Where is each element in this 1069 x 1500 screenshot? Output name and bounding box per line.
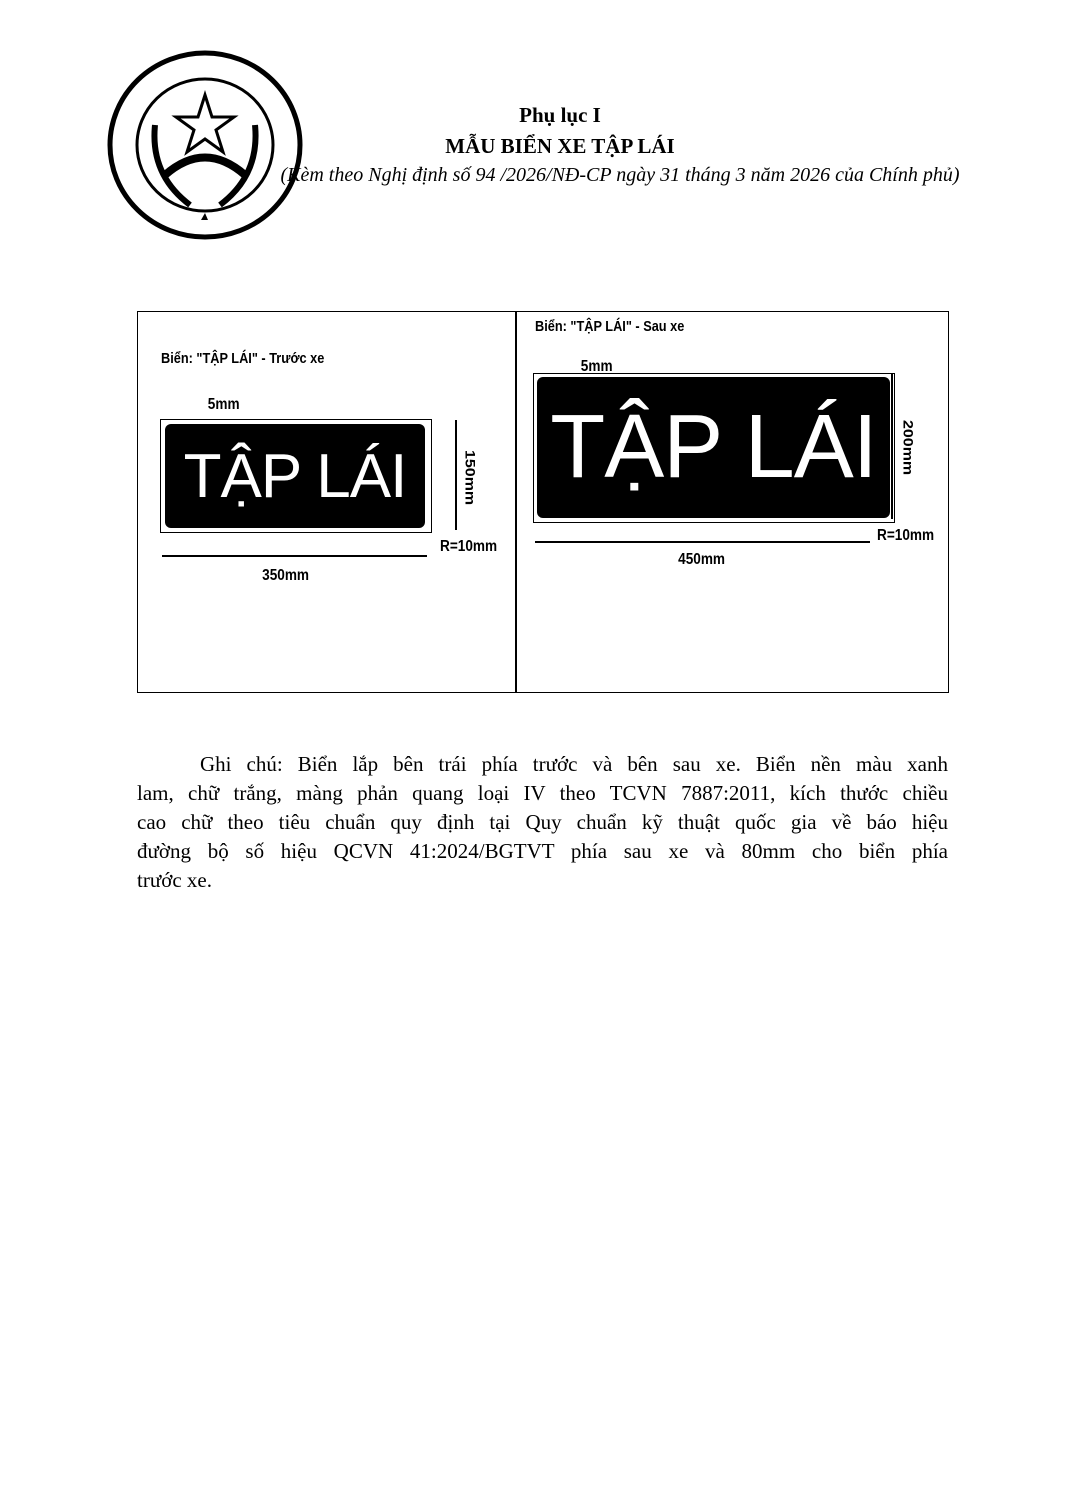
front-height-label: 150mm — [462, 450, 477, 506]
front-margin-label: 5mm — [207, 396, 240, 413]
document-title: MẪU BIỂN XE TẬP LÁI — [445, 134, 675, 158]
rear-width-label: 450mm — [678, 551, 726, 568]
note-paragraph — [137, 750, 948, 895]
note-line: lam, chữ trắng, màng phản quang loại IV theo TCVN 7887:2011, kích thước chiều — [137, 781, 948, 805]
note-line: trước xe. — [137, 868, 212, 892]
rear-width-arrow — [535, 541, 870, 543]
front-width-arrow — [162, 555, 427, 557]
front-radius-label: R=10mm — [440, 538, 498, 555]
note-line: Ghi chú: Biển lắp bên trái phía trước và bên sau xe. Biển nền màu xanh — [200, 752, 948, 776]
rear-margin-label: 5mm — [580, 358, 613, 375]
document-subtitle: (Kèm theo Nghị định số 94 /2026/NĐ-CP ngày 31 tháng 3 năm 2026 của Chính phủ) — [280, 164, 960, 186]
rear-plate-label: Biển: "TẬP LÁI" - Sau xe — [535, 318, 685, 335]
note-line: đường bộ số hiệu QCVN 41:2024/BGTVT phía sau xe và 80mm cho biển phía — [137, 839, 948, 863]
appendix-number: Phụ lục I — [519, 103, 601, 127]
note-line: cao chữ theo tiêu chuẩn quy định tại Quy chuẩn kỹ thuật quốc gia về báo hiệu — [137, 810, 948, 834]
front-plate: TẬP LÁI — [165, 424, 425, 528]
rear-radius-label: R=10mm — [877, 527, 935, 544]
front-plate-label: Biển: "TẬP LÁI" - Trước xe — [161, 350, 325, 367]
rear-height-label: 200mm — [900, 420, 915, 476]
table-divider — [515, 311, 517, 693]
rear-height-arrow — [891, 374, 893, 519]
front-height-arrow — [455, 420, 457, 530]
rear-plate: TẬP LÁI — [537, 377, 890, 518]
front-width-label: 350mm — [262, 567, 310, 584]
